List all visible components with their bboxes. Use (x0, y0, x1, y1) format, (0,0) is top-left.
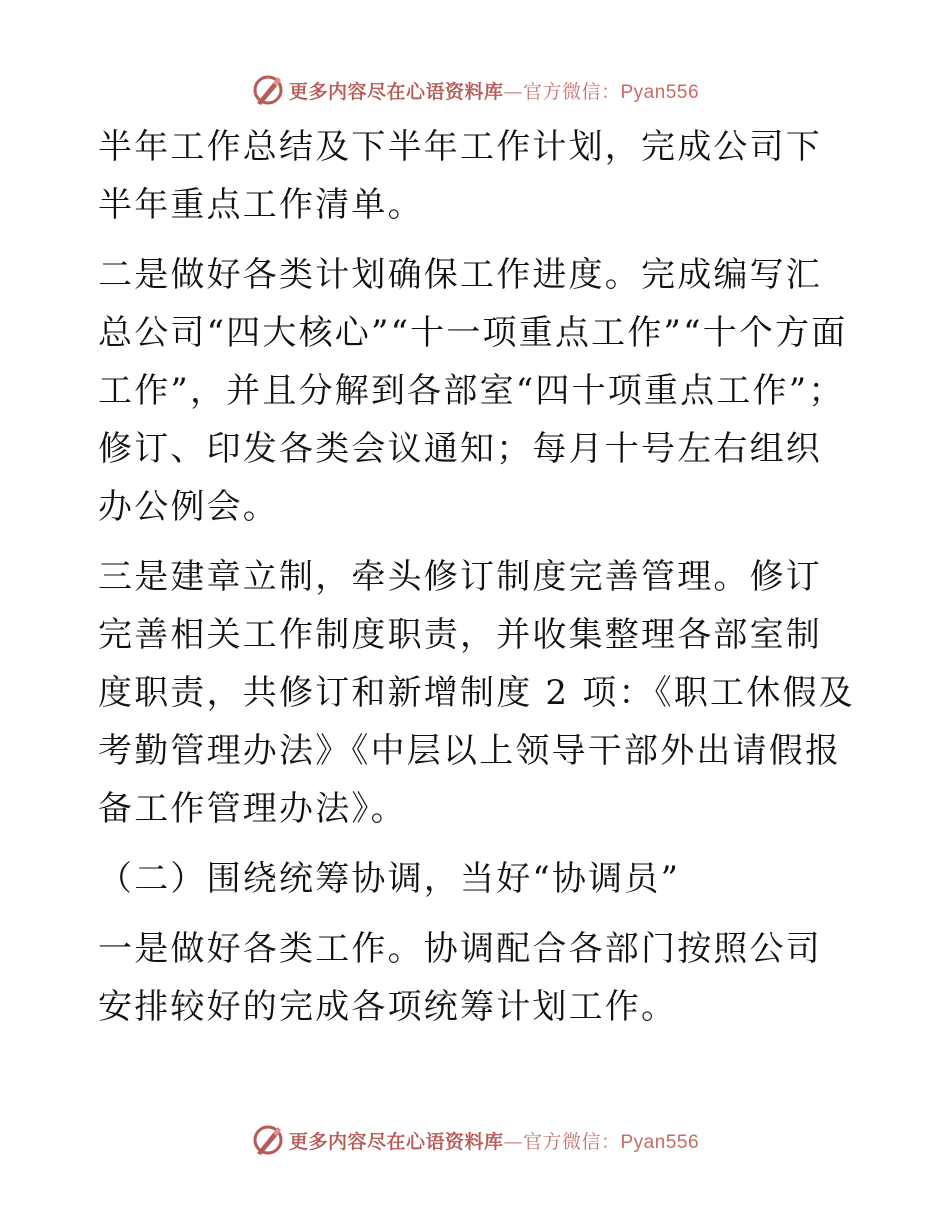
paragraph: 一是做好各类工作。协调配合各部门按照公司安排较好的完成各项统筹计划工作。 (98, 929, 822, 1027)
pen-logo-icon (251, 73, 285, 107)
paragraph: 二是做好各类计划确保工作进度。完成编写汇总公司“四大核心”“十一项重点工作”“十个方面工作”，并且分解到各部室“四十项重点工作”；修订、印发各类会议通知；每月十号左右组织办公例会。 (98, 255, 848, 527)
watermark-footer (0, 1120, 950, 1160)
paragraph: 半年工作总结及下半年工作计划，完成公司下半年重点工作清单。 (98, 127, 822, 225)
paragraph: 三是建章立制，牵头修订制度完善管理。修订完善相关工作制度职责，并收集整理各部室制度职责，共修订和新增制度 2 项：《职工休假及考勤管理办法》《中层以上领导干部外出请假报备工作管理办法》。 (98, 557, 855, 829)
pen-logo-icon (251, 1123, 285, 1157)
watermark-text: 更多内容尽在心语资料库—官方微信：Pyan556 (288, 80, 700, 103)
document-body (98, 118, 858, 1036)
watermark-header (0, 70, 950, 110)
watermark-text: 更多内容尽在心语资料库—官方微信：Pyan556 (288, 1130, 700, 1153)
section-heading: （二）围绕统筹协调，当好“协调员” (98, 859, 681, 899)
